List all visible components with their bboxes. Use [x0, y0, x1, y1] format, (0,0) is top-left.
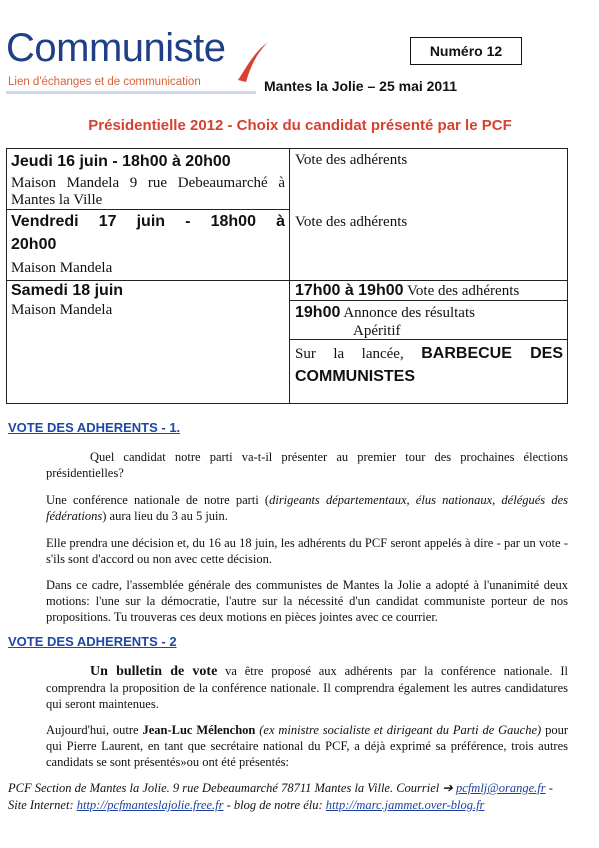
section2-para2-bold: Jean-Luc Mélenchon — [142, 723, 256, 737]
row2-where: Maison Mandela — [11, 260, 113, 276]
section1-para2-italic: dirigeants départementaux, élus nationaux, délégués des fédérations — [46, 493, 568, 523]
table-row-divider — [7, 280, 289, 281]
section2-para1 — [46, 663, 568, 712]
footer-line2 — [8, 797, 588, 814]
table-row-divider — [289, 300, 567, 301]
section2-para2-italic: (ex ministre socialiste et dirigeant du Parti de Gauche) — [255, 723, 542, 737]
footer-blog-label: - blog de notre élu: — [223, 798, 326, 812]
section2-heading: VOTE DES ADHERENTS - 2 — [8, 634, 177, 649]
issue-number-box — [410, 37, 522, 65]
row3-where: Maison Mandela — [11, 302, 113, 318]
row3-when: Samedi 18 juin — [11, 282, 124, 299]
masthead-title: Communiste — [6, 26, 226, 70]
section1-para1: Quel candidat notre parti va-t-il présenter au premier tour des prochaines élections présidentielles? — [46, 450, 568, 480]
row3-item2 — [295, 304, 563, 322]
footer-email-link[interactable]: pcfmlj@orange.fr — [456, 781, 546, 795]
section2-para2 — [46, 722, 568, 770]
section1-para4: Dans ce cadre, l'assemblée générale des communistes de Mantes la Jolie a adopté à l'unanimité deux motions: l'une sur la démocratie, l'autre sur la nécessité d'un candidat communiste porteur de nos propositions. Tu trouveras ces deux motions en pièces jointes avec ce courrier. — [46, 578, 568, 624]
row1-where-line1: Maison Mandela 9 rue Debeaumarché à — [11, 175, 285, 191]
table-row-divider — [7, 209, 289, 210]
arrow-right-icon: ➔ — [442, 781, 453, 795]
footer-site-label: Site Internet: — [8, 798, 77, 812]
section1-para2-end: ) aura lieu du 3 au 5 juin. — [102, 509, 228, 523]
masthead-underline — [6, 91, 256, 94]
section1-heading: VOTE DES ADHERENTS - 1. — [8, 420, 181, 435]
section2-para1-bold: Un bulletin de vote — [90, 664, 218, 679]
row2-what: Vote des adhérents — [295, 214, 408, 230]
footer-site-link[interactable]: http://pcfmanteslajolie.free.fr — [76, 798, 224, 812]
section2-para1-rest: va être proposé aux adhérents par la conférence nationale. Il comprendra la proposition de la conférence nationale. Il comprendra également les autres candidatures qui seront maintenues. — [46, 664, 568, 711]
footer-blog-link[interactable]: http://marc.jammet.over-blog.fr — [325, 798, 485, 812]
row3-item3: Apéritif — [353, 323, 401, 339]
section1-para3: Elle prendra une décision et, du 16 au 18 juin, les adhérents du PCF seront appelés à dire - par un vote - s'ils sont d'accord ou non avec cette décision. — [46, 536, 568, 566]
row1-what: Vote des adhérents — [295, 152, 408, 168]
place-date: Mantes la Jolie – 25 mai 2011 — [264, 78, 458, 94]
row3-item1 — [295, 282, 563, 300]
row1-where-line2: Mantes la Ville — [11, 192, 103, 208]
row3-item2-time: 19h00 — [295, 304, 341, 321]
table-row-divider — [289, 280, 567, 281]
section1-para2 — [46, 492, 568, 524]
masthead-subtitle: Lien d'échanges et de communication — [8, 76, 201, 88]
footer-address: PCF Section de Mantes la Jolie. 9 rue Debeaumarché 78711 Mantes la Ville. Courriel — [8, 781, 443, 795]
row3-item1-time: 17h00 à 19h00 — [295, 282, 404, 299]
row3-item4-lead: Sur la lancée, — [295, 346, 404, 362]
schedule-table — [6, 148, 568, 404]
masthead-logo — [6, 26, 264, 98]
row3-item4-bold2: COMMUNISTES — [295, 368, 415, 385]
table-column-divider — [289, 149, 290, 403]
footer — [8, 780, 588, 814]
row3-item4-line1 — [295, 345, 563, 363]
document-title: Présidentielle 2012 - Choix du candidat présenté par le PCF — [88, 117, 512, 134]
row2-when-line1: Vendredi 17 juin - 18h00 à — [11, 213, 285, 230]
row1-when: Jeudi 16 juin - 18h00 à 20h00 — [11, 153, 231, 170]
section1-para2-start: Une conférence nationale de notre parti ( — [46, 493, 270, 507]
footer-line1 — [8, 780, 588, 797]
section2-para2-start: Aujourd'hui, outre — [46, 723, 143, 737]
row3-item1-text: Vote des adhérents — [407, 283, 520, 299]
issue-number: Numéro 12 — [429, 43, 503, 59]
swoosh-icon — [232, 38, 272, 82]
footer-line1-end: - — [545, 781, 553, 795]
section2-para2-end: pour qui Pierre Laurent, en tant que secrétaire national du PCF, a déjà exprimé sa préférence, trois autres candidats se sont présentés»ou ont été présentés: — [46, 723, 568, 769]
row2-when-line2: 20h00 — [11, 236, 57, 253]
row3-item4-bold1: BARBECUE DES — [421, 345, 564, 362]
row3-item2-text: Annonce des résultats — [343, 305, 475, 321]
